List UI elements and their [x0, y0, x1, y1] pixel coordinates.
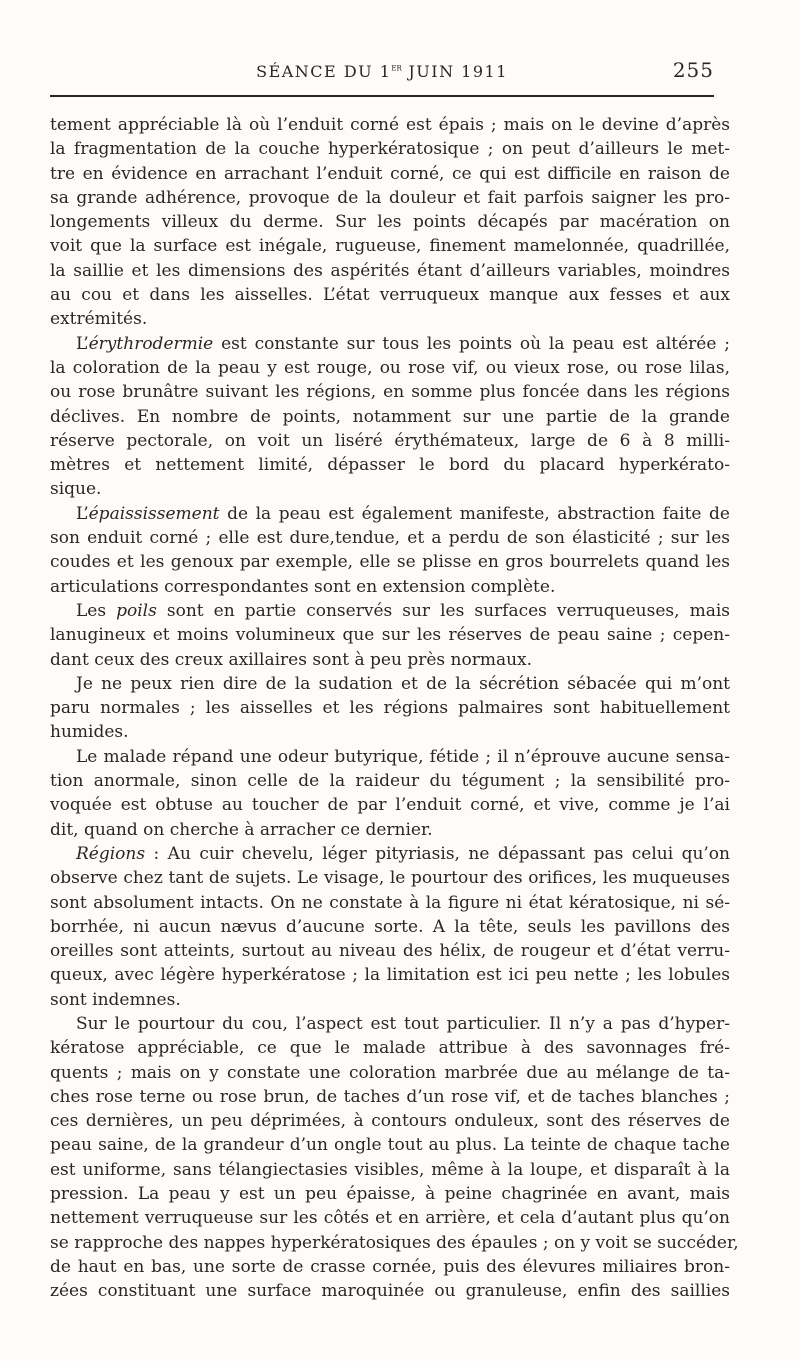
term-regions: Régions	[76, 843, 146, 864]
text-line-31	[50, 842, 730, 866]
header-rule	[50, 95, 714, 97]
text-line-21-prefix: Les	[76, 600, 117, 621]
running-head-title	[50, 62, 714, 81]
text-line-25: paru normales ; les aisselles et les régions palmaires sont habituellement	[50, 698, 730, 719]
text-line-4: sa grande adhérence, provoque de la douleur et fait parfois saigner les pro-	[50, 187, 730, 208]
text-line-9: extrémités.	[50, 309, 148, 330]
text-line-15: mètres et nettement limité, dépasser le bord du placard hyperkérato-	[50, 455, 730, 476]
text-line-21	[50, 599, 730, 623]
text-line-11: la coloration de la peau y est rouge, ou rose vif, ou vieux rose, ou rose lilas,	[50, 357, 730, 378]
text-line-37: sont indemnes.	[50, 989, 181, 1010]
term-poils: poils	[116, 600, 157, 621]
text-line-34: borrhée, ni aucun nævus d’aucune sorte. A la tête, seuls les pavillons des	[50, 916, 730, 937]
text-line-6: voit que la surface est inégale, rugueuse, finement mamelonnée, quadrillée,	[50, 236, 730, 257]
text-line-2: la fragmentation de la couche hyperkératosique ; on peut d’ailleurs le met-	[50, 139, 730, 160]
text-line-31-rest: : Au cuir chevelu, léger pityriasis, ne dépassant pas celui qu’on	[145, 843, 730, 864]
text-line-20: articulations correspondantes sont en extension complète.	[50, 576, 556, 597]
text-line-16: sique.	[50, 479, 102, 500]
text-line-21-rest: sont en partie conservés sur les surfaces verruqueuses, mais	[156, 600, 731, 621]
text-line-47: se rapproche des nappes hyperkératosiques des épaules ; on y voit se succéder,	[50, 1232, 739, 1253]
text-line-44: est uniforme, sans télangiectasies visibles, même à la loupe, et disparaît à la	[50, 1159, 730, 1180]
term-erythrodermie: érythrodermie	[88, 333, 214, 354]
text-line-8: au cou et dans les aisselles. L’état verruqueux manque aux fesses et aux	[50, 285, 730, 306]
text-line-23: dant ceux des creux axillaires sont à peu près normaux.	[50, 649, 533, 670]
term-epaississement: épaississement	[88, 503, 220, 524]
text-line-39: kératose appréciable, ce que le malade attribue à des savonnages fré-	[50, 1038, 730, 1059]
text-line-26: humides.	[50, 722, 129, 743]
text-line-29: voquée est obtuse au toucher de par l’enduit corné, et vive, comme je l’ai	[50, 795, 730, 816]
text-line-7: la saillie et les dimensions des aspérités étant d’ailleurs variables, moindres	[50, 260, 730, 281]
text-line-27: Le malade répand une odeur butyrique, fétide ; il n’éprouve aucune sensa-	[76, 746, 730, 767]
running-head-title-suffix: JUIN 1911	[401, 62, 508, 81]
page-number: 255	[672, 58, 714, 82]
running-head	[50, 58, 714, 88]
text-line-17-rest: de la peau est également manifeste, abstraction faite de	[219, 503, 730, 524]
text-line-38: Sur le pourtour du cou, l’aspect est tout particulier. Il n’y a pas d’hyper-	[76, 1013, 730, 1034]
text-line-12: ou rose brunâtre suivant les régions, en somme plus foncée dans les régions	[50, 382, 730, 403]
text-line-19: coudes et les genoux par exemple, elle se plisse en gros bourrelets quand les	[50, 552, 730, 573]
text-line-40: quents ; mais on y constate une coloration marbrée due au mélange de ta-	[50, 1062, 730, 1083]
text-line-17-prefix: L’	[76, 503, 89, 524]
text-line-36: queux, avec légère hyperkératose ; la limitation est ici peu nette ; les lobules	[50, 965, 730, 986]
text-line-32: observe chez tant de sujets. Le visage, le pourtour des orifices, les muqueuses	[50, 868, 730, 889]
running-head-title-prefix: SÉANCE DU 1	[256, 62, 392, 81]
text-line-41: ches rose terne ou rose brun, de taches d’un rose vif, et de taches blanches ;	[50, 1086, 730, 1107]
text-line-5: longements villeux du derme. Sur les points décapés par macération on	[50, 212, 730, 233]
text-line-35: oreilles sont atteints, surtout au niveau des hélix, de rougeur et d’état verru-	[50, 941, 730, 962]
text-line-22: lanugineux et moins volumineux que sur les réserves de peau saine ; cepen-	[50, 625, 730, 646]
text-line-43: peau saine, de la grandeur d’un ongle tout au plus. La teinte de chaque tache	[50, 1135, 730, 1156]
text-line-14: réserve pectorale, on voit un liséré érythémateux, large de 6 à 8 milli-	[50, 430, 730, 451]
text-line-13: déclives. En nombre de points, notamment sur une partie de la grande	[50, 406, 730, 427]
text-line-18: son enduit corné ; elle est dure,tendue, et a perdu de son élasticité ; sur les	[50, 528, 730, 549]
text-line-45: pression. La peau y est un peu épaisse, à peine chagrinée en avant, mais	[50, 1184, 730, 1205]
text-line-42: ces dernières, un peu déprimées, à contours onduleux, sont des réserves de	[50, 1111, 730, 1132]
text-line-33: sont absolument intacts. On ne constate à la figure ni état kératosique, ni sé-	[50, 892, 730, 913]
text-line-10-prefix: L’	[76, 333, 89, 354]
text-line-46: nettement verruqueuse sur les côtés et en arrière, et cela d’autant plus qu’on	[50, 1208, 730, 1229]
text-line-3: tre en évidence en arrachant l’enduit corné, ce qui est difficile en raison de	[50, 163, 730, 184]
text-line-24: Je ne peux rien dire de la sudation et de la sécrétion sébacée qui m’ont	[76, 673, 730, 694]
running-head-title-superscript: er	[391, 62, 402, 74]
text-line-49: zées constituant une surface maroquinée ou granuleuse, enfin des saillies	[50, 1281, 730, 1302]
text-line-10	[50, 332, 730, 356]
text-line-48: de haut en bas, une sorte de crasse cornée, puis des élevures miliaires bron-	[50, 1256, 730, 1277]
text-line-17	[50, 502, 730, 526]
text-line-10-rest: est constante sur tous les points où la peau est altérée ;	[213, 333, 730, 354]
text-line-30: dit, quand on cherche à arracher ce dernier.	[50, 819, 433, 840]
body-text	[50, 113, 739, 1304]
text-line-1: tement appréciable là où l’enduit corné est épais ; mais on le devine d’après	[50, 115, 730, 135]
text-line-28: tion anormale, sinon celle de la raideur du tégument ; la sensibilité pro-	[50, 771, 730, 792]
